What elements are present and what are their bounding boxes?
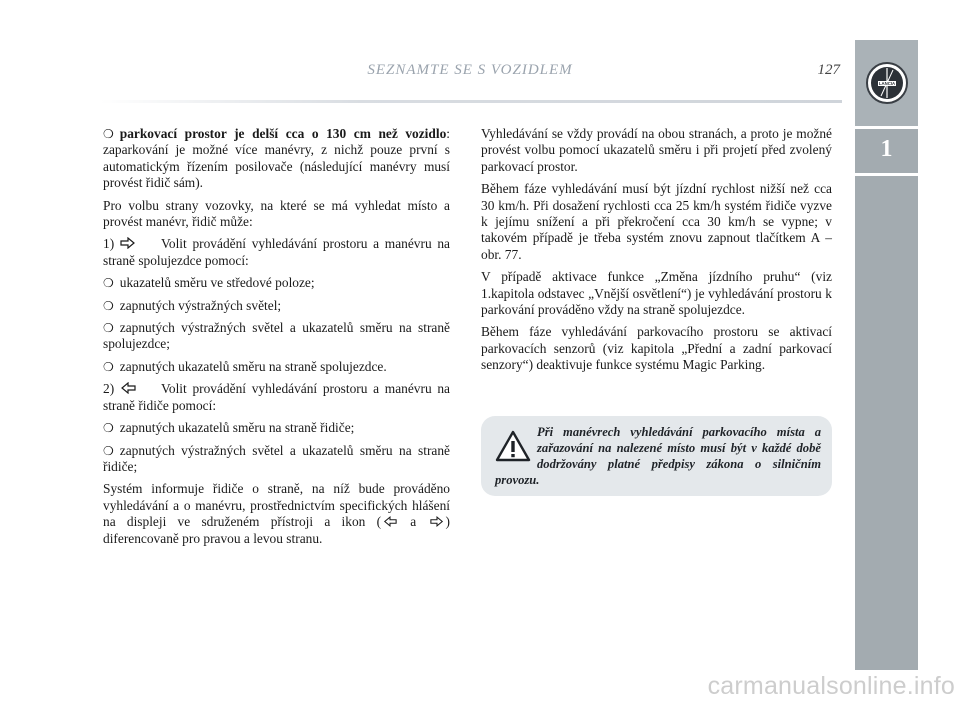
right-arrow-icon (120, 237, 136, 249)
warning-text-block (495, 424, 821, 488)
item-number: 2) (103, 381, 115, 397)
bullet-circle-icon: ❍ (103, 443, 114, 458)
bullet-circle-icon: ❍ (103, 276, 114, 291)
paragraph: V případě aktivace funkce „Změna jízdního pruhu“ (viz 1.kapitola odstavec „Vnější osvětlení“) je vyhledávání prostoru k parkování prováděno vždy na straně spolujezdce. (481, 269, 832, 318)
bold-lead: parkovací prostor je delší cca o 130 cm než vozidlo (119, 126, 447, 141)
bullet-circle-icon: ❍ (103, 127, 114, 141)
svg-text:LANCIA: LANCIA (878, 81, 895, 87)
list-item-text: zapnutých ukazatelů směru na straně řidiče; (119, 420, 355, 436)
bullet-circle-icon: ❍ (103, 359, 114, 374)
paragraph: Pro volbu strany vozovky, na které se má vyhledat místo a provést manévr, řidič může: (103, 197, 450, 230)
lancia-logo-icon (865, 61, 909, 105)
bullet-circle-icon: ❍ (103, 421, 114, 436)
list-item-text: zapnutých ukazatelů směru na straně spolujezdce. (119, 358, 387, 374)
paragraph: Během fáze vyhledávání musí být jízdní rychlost nižší než cca 30 km/h. Při dosažení rychlosti cca 25 km/h systém řidiče vyzve k jejímu snížení a při překročení cca 30 km/h se vypne; v takovém případě je třeba systém znovu zapnout tlačítkem A – obr. 77. (481, 181, 832, 262)
list-item (103, 320, 450, 353)
left-arrow-icon (120, 382, 136, 394)
item-number: 1) (103, 236, 115, 252)
paragraph-text: Systém informuje řidiče o straně, na níž bude prováděno vyhledávání a o manévru, prostřednictvím specifických hlášení na displeji ve sdruženém přístroji a ikon ( (103, 481, 450, 530)
paragraph-text: ) diferencovaně pro pravou a levou stranu. (103, 514, 450, 546)
chapter-sidebar (855, 40, 918, 670)
list-item-text: zapnutých výstražných světel a ukazatelů směru na straně řidiče; (103, 442, 450, 474)
bullet-circle-icon: ❍ (103, 298, 114, 313)
right-column (481, 126, 832, 380)
header-rule (100, 100, 842, 103)
paragraph (103, 126, 450, 192)
paragraph-text: Volit provádění vyhledávání prostoru a manévru na straně spolujezdce pomocí: (103, 236, 450, 268)
left-column (103, 126, 450, 553)
left-arrow-icon (383, 516, 397, 527)
list-item (103, 420, 450, 436)
list-item (103, 443, 450, 476)
paragraph (103, 236, 450, 269)
sidebar-divider (855, 126, 918, 129)
paragraph-text: Volit provádění vyhledávání prostoru a manévru na straně řidiče pomocí: (103, 381, 450, 413)
paragraph (103, 481, 450, 547)
right-arrow-icon (430, 516, 444, 527)
logo-area (855, 40, 918, 126)
chapter-number: 1 (880, 136, 893, 162)
watermark: carmanualsonline.info (707, 672, 955, 700)
warning-box (481, 416, 832, 496)
list-item (103, 359, 450, 375)
running-head: SEZNAMTE SE S VOZIDLEM (367, 62, 573, 78)
bullet-circle-icon: ❍ (103, 321, 114, 336)
paragraph: Vyhledávání se vždy provádí na obou stranách, a proto je možné provést volbu pomocí ukazatelů směru i při projetí před zvolený parkovací prostor. (481, 126, 832, 174)
list-item-text: zapnutých výstražných světel a ukazatelů směru na straně spolujezdce; (103, 320, 450, 352)
paragraph (103, 381, 450, 414)
sidebar-divider (855, 173, 918, 176)
paragraph-text: a (410, 514, 417, 530)
list-item-text: ukazatelů směru ve středové poloze; (119, 275, 315, 291)
list-item-text: zapnutých výstražných světel; (119, 297, 282, 313)
warning-text: Při manévrech vyhledávání parkovacího místa a zařazování na nalezené místo musí být v každé době dodržovány platné předpisy zákona o silničním provozu. (495, 425, 821, 487)
paragraph: Během fáze vyhledávání parkovacího prostoru se aktivací parkovacích senzorů (viz kapitola „Přední a zadní parkovací senzory“) deaktivuje funkce systému Magic Parking. (481, 324, 832, 373)
page-number: 127 (817, 62, 840, 78)
list-item (103, 275, 450, 291)
list-item (103, 298, 450, 314)
paragraph-text: : zaparkování je možné více manévry, z nichž pouze první s automatickým řízením posilovače (následující manévry musí provést řidič sám). (103, 126, 450, 191)
